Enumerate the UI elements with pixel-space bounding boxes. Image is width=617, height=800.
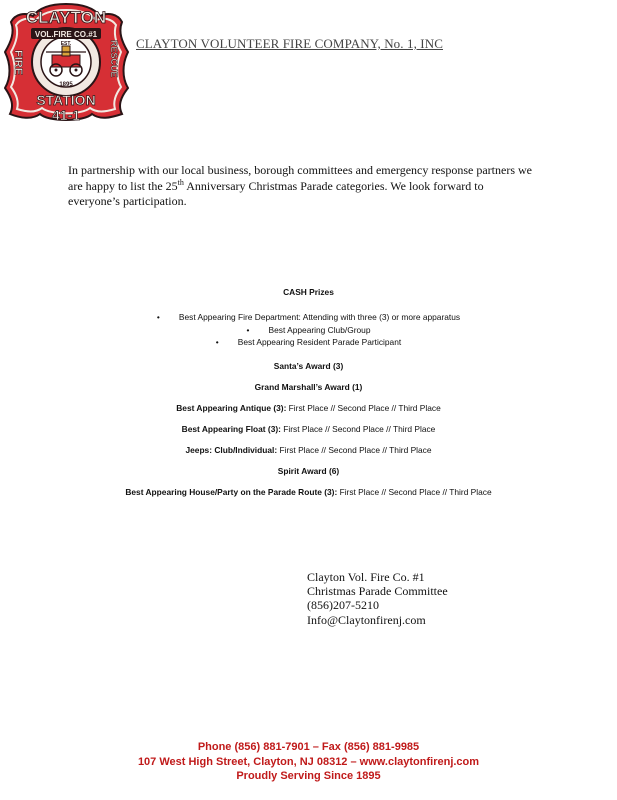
logo-est-label: EST. — [60, 41, 72, 47]
prize-categories — [0, 287, 617, 497]
award-label: Grand Marshall’s Award (1) — [254, 381, 363, 392]
award-detail: First Place // Second Place // Third Place — [286, 402, 441, 413]
footer-address: 107 West High Street, Clayton, NJ 08312 – www.claytonfirenj.com — [137, 755, 480, 768]
list-item: • Best Appearing Club/Group — [0, 324, 617, 337]
award-house-party — [0, 487, 617, 497]
award-grand-marshall — [0, 382, 617, 392]
award-antique — [0, 403, 617, 413]
contact-org: Clayton Vol. Fire Co. #1 — [307, 570, 425, 584]
logo-right-text: RESCUE — [109, 40, 119, 78]
footer-phone-fax: Phone (856) 881-7901 – Fax (856) 881-9985 — [197, 741, 420, 753]
award-float — [0, 424, 617, 434]
fire-company-logo — [4, 2, 129, 124]
logo-band-text: VOL.FIRE CO.#1 — [34, 30, 98, 39]
contact-email: Info@Claytonfirenj.com — [307, 612, 426, 627]
cash-prizes-list — [0, 311, 617, 349]
logo-station-number: 41-1 — [51, 107, 81, 123]
list-item: • Best Appearing Fire Department: Attending with three (3) or more apparatus — [0, 311, 617, 324]
award-jeeps — [0, 445, 617, 455]
award-label: Best Appearing Antique (3): — [176, 402, 287, 413]
award-label: Jeeps: Club/Individual: — [185, 444, 278, 455]
contact-block — [307, 570, 587, 627]
intro-text: are happy to list the 25 — [68, 178, 178, 193]
award-label: Best Appearing Float (3): — [181, 423, 281, 434]
ordinal-suffix: th — [177, 177, 184, 187]
intro-line: everyone’s participation. — [68, 194, 187, 208]
cash-prizes-heading: CASH Prizes — [283, 287, 334, 297]
letterhead-footer — [0, 740, 617, 784]
logo-top-text: CLAYTON — [25, 8, 107, 27]
footer-tagline: Proudly Serving Since 1895 — [236, 770, 381, 782]
intro-line — [68, 179, 558, 195]
letterhead-title: CLAYTON VOLUNTEER FIRE COMPANY, No. 1, INC — [136, 36, 443, 51]
award-detail: First Place // Second Place // Third Place — [280, 423, 436, 434]
award-santas — [0, 361, 617, 371]
intro-paragraph — [68, 163, 558, 210]
logo-est-year: 1895 — [59, 82, 73, 88]
contact-committee: Christmas Parade Committee — [307, 584, 448, 599]
logo-bottom-text: STATION — [36, 92, 96, 108]
award-label: Santa’s Award (3) — [273, 360, 344, 371]
contact-phone: (856)207-5210 — [307, 598, 379, 613]
intro-text: Anniversary Christmas Parade categories. We look forward to — [183, 178, 484, 193]
award-detail: First Place // Second Place // Third Place — [277, 444, 432, 455]
intro-line: In partnership with our local business, borough committees and emergency response partners we — [68, 163, 532, 177]
logo-left-text: FIRE — [12, 50, 24, 76]
award-detail: First Place // Second Place // Third Place — [337, 486, 492, 497]
award-spirit — [0, 466, 617, 476]
award-label: Best Appearing House/Party on the Parade Route (3): — [125, 486, 338, 497]
award-label: Spirit Award (6) — [277, 465, 340, 476]
list-item: • Best Appearing Resident Parade Participant — [0, 336, 617, 349]
